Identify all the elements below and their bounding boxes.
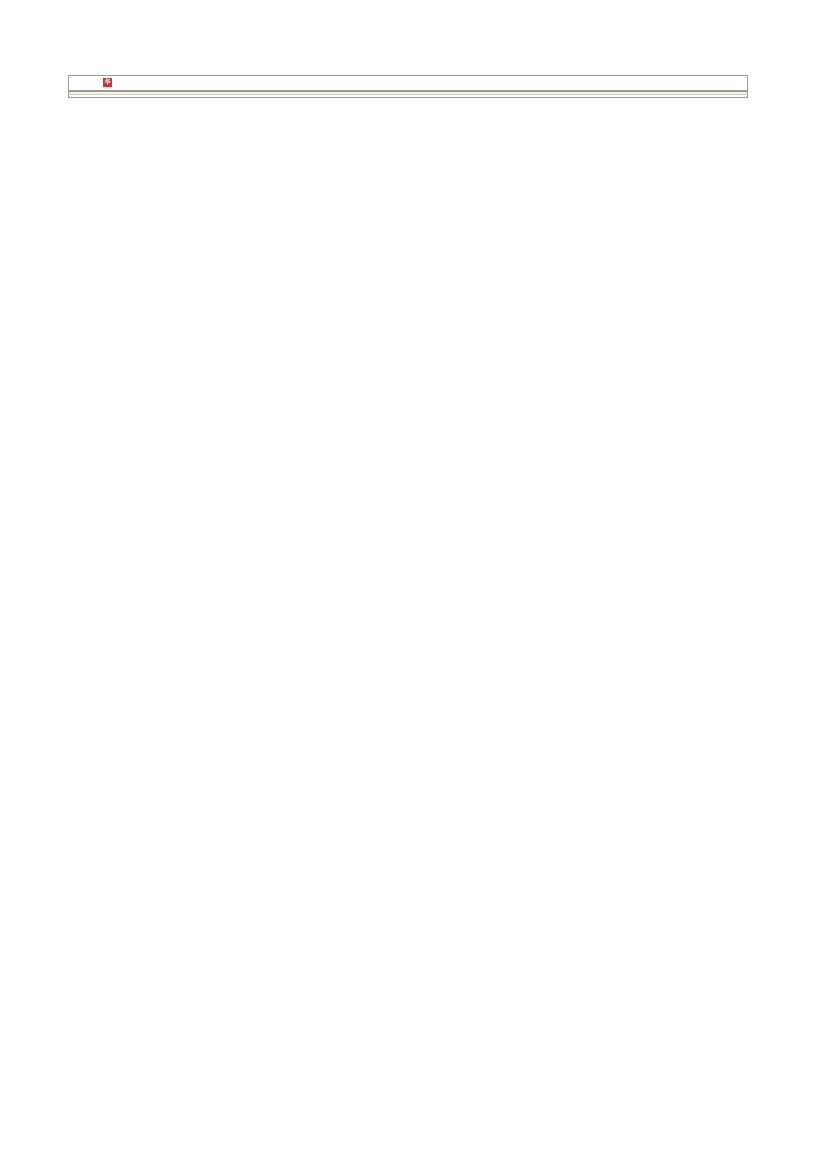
company-logo <box>103 78 114 87</box>
title-bar <box>69 76 747 91</box>
portfolio-sheet <box>68 75 748 98</box>
logo-mark-icon: 华 <box>104 79 111 86</box>
footer-note-section <box>69 94 747 97</box>
